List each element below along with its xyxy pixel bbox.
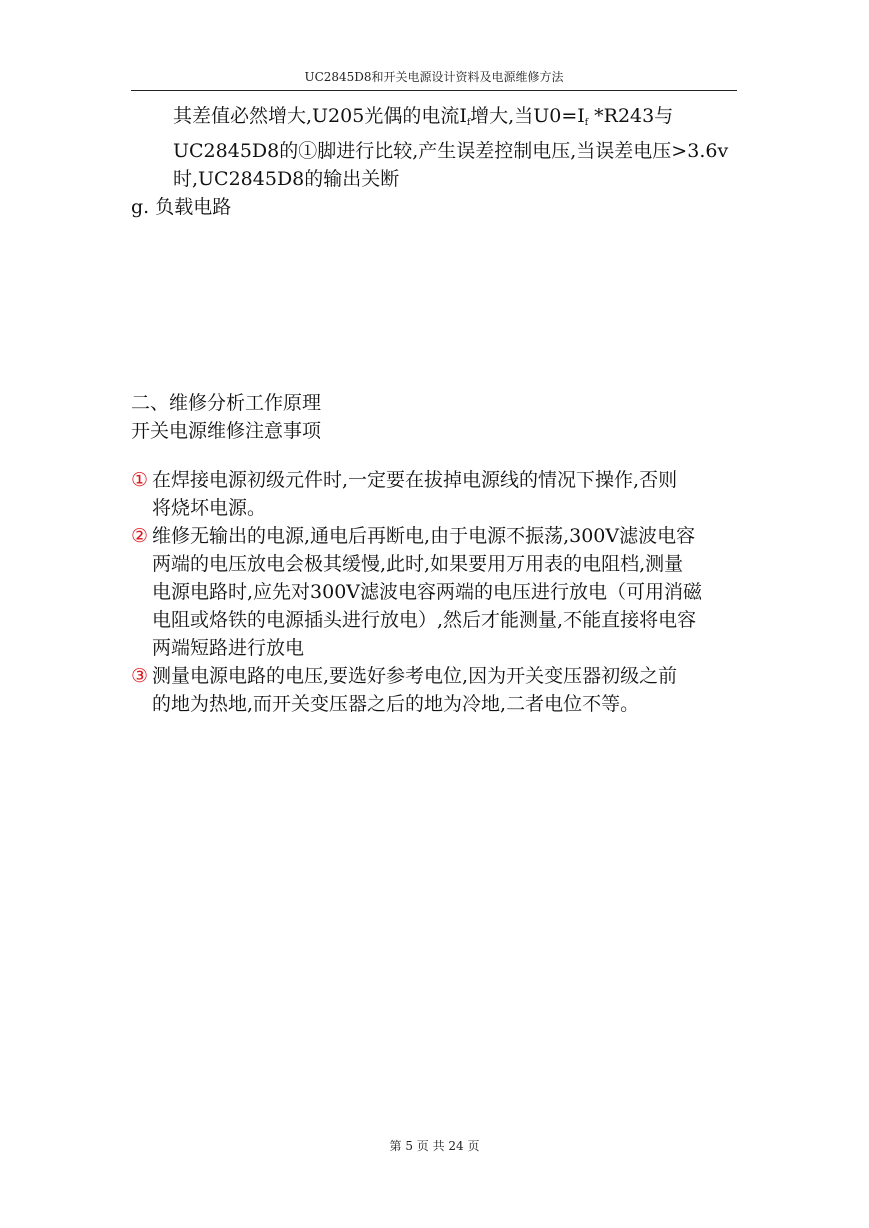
page-footer: 第 5 页 共 24 页 — [389, 1139, 480, 1153]
item-number: ① — [131, 469, 149, 491]
subscript: f — [584, 118, 589, 128]
list-item — [131, 522, 741, 662]
subscript: f — [466, 118, 471, 128]
header-divider — [131, 90, 737, 91]
item-line: 两端短路进行放电 — [152, 637, 305, 659]
blank-area — [131, 221, 741, 389]
text-run: *R243与 — [588, 105, 674, 127]
item-line: 测量电源电路的电压,要选好参考电位,因为开关变压器初级之前 — [152, 665, 678, 687]
section-heading-g: g. 负载电路 — [131, 196, 232, 218]
list-item — [131, 466, 741, 522]
paragraph-line: UC2845D8的①脚进行比较,产生误差控制电压,当误差电压>3.6v — [173, 140, 729, 162]
document-body — [131, 102, 741, 718]
item-line: 在焊接电源初级元件时,一定要在拔掉电源线的情况下操作,否则 — [152, 469, 678, 491]
item-number: ② — [131, 525, 149, 547]
item-line: 电阻或烙铁的电源插头进行放电）,然后才能测量,不能直接将电容 — [152, 609, 697, 631]
page-header: UC2845D8和开关电源设计资料及电源维修方法 — [304, 70, 564, 84]
paragraph-line: 时,UC2845D8的输出关断 — [173, 168, 400, 190]
list-item — [131, 662, 741, 718]
section-subtitle: 开关电源维修注意事项 — [131, 420, 322, 442]
spacer — [131, 445, 741, 466]
text-run: 增大,当U0=I — [470, 105, 585, 127]
text-run: 其差值必然增大,U205光偶的电流I — [173, 105, 467, 127]
item-number: ③ — [131, 665, 149, 687]
item-line: 维修无输出的电源,通电后再断电,由于电源不振荡,300V滤波电容 — [152, 525, 696, 547]
item-line: 两端的电压放电会极其缓慢,此时,如果要用万用表的电阻档,测量 — [152, 553, 684, 575]
paragraph-line — [131, 102, 741, 137]
item-line: 将烧坏电源。 — [152, 497, 267, 519]
item-line: 的地为热地,而开关变压器之后的地为冷地,二者电位不等。 — [152, 693, 640, 715]
item-line: 电源电路时,应先对300V滤波电容两端的电压进行放电（可用消磁 — [152, 581, 703, 603]
section-title: 二、维修分析工作原理 — [131, 392, 322, 414]
